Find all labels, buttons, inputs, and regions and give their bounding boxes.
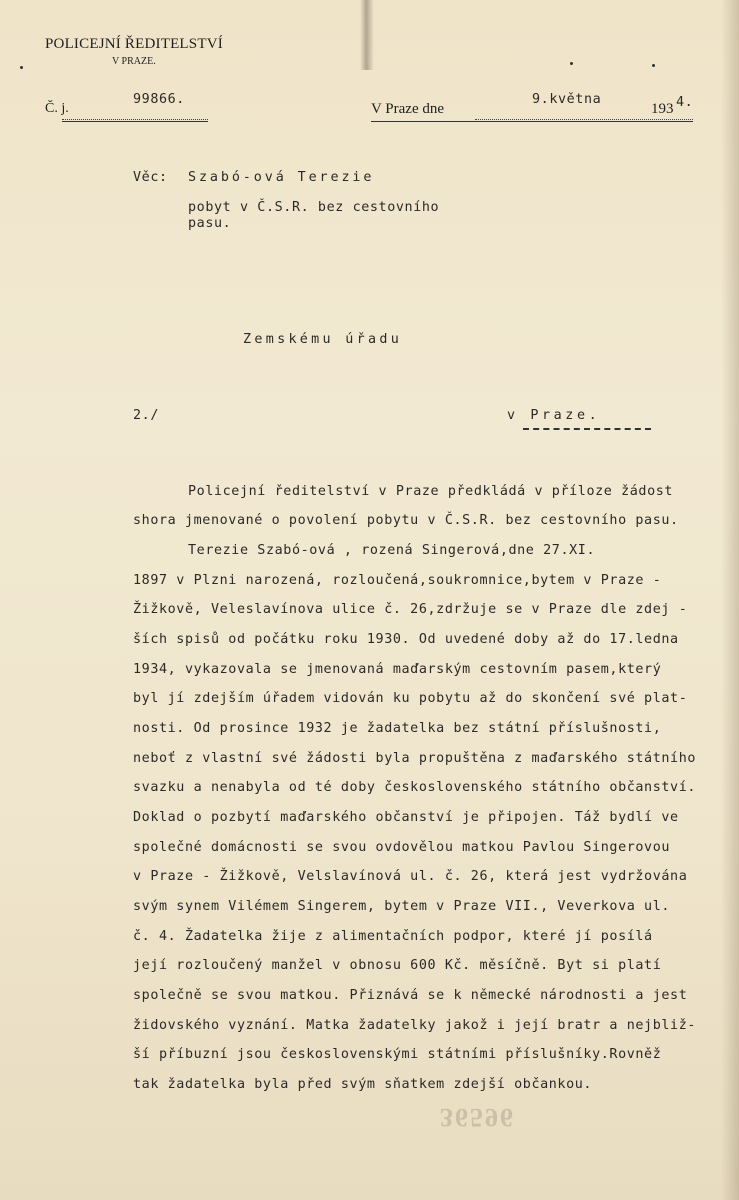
body-line: svazku a nenabyla od té doby československého státního občanství. bbox=[133, 780, 697, 795]
subject-topic-end: pasu. bbox=[188, 216, 232, 231]
subject-label: Věc: bbox=[133, 170, 168, 185]
body-line: ší příbuzní jsou československými státními příslušníky.Rovněž bbox=[133, 1047, 662, 1062]
body-line: shora jmenované o povolení pobytu v Č.S.R. bez cestovního pasu. bbox=[133, 513, 679, 528]
office-city: V PRAZE. bbox=[112, 56, 156, 67]
body-line: č. 4. Žadatelka žije z alimentačních podpor, které jí posílá bbox=[133, 929, 653, 944]
reference-label: Č. j. bbox=[45, 101, 69, 116]
body-line: 1934, vykazovala se jmenovaná maďarským cestovním pasem,který bbox=[133, 662, 662, 677]
date-year-prefix: 193 bbox=[651, 101, 674, 117]
body-line: židovského vyznání. Matka žadatelky jakož i její bratr a nejbliž- bbox=[133, 1018, 697, 1033]
binding-mark bbox=[360, 0, 374, 70]
paper-speck bbox=[20, 66, 23, 69]
addressee: Zemskému úřadu bbox=[243, 332, 403, 347]
body-line: Terezie Szabó-ová , rozená Singerová,dne 27.XI. bbox=[188, 543, 596, 558]
subject-topic: pobyt v Č.S.R. bez cestovního bbox=[188, 200, 440, 215]
page-edge-shadow bbox=[721, 0, 739, 1200]
body-line: Žižkově, Veleslavínova ulice č. 26,zdržuje se v Praze dle zdej - bbox=[133, 602, 688, 617]
date-day-month: 9.května bbox=[532, 92, 602, 107]
enclosure-count: 2./ bbox=[133, 408, 159, 423]
body-line: v Praze - Žižkově, Velslavínová ul. č. 26, která jest vydržována bbox=[133, 869, 688, 884]
paper-speck bbox=[652, 64, 655, 67]
date-underline bbox=[371, 121, 693, 122]
date-label: V Praze dne bbox=[371, 101, 445, 117]
body-line: její rozloučený manžel v obnosu 600 Kč. měsíčně. Byt si platí bbox=[133, 958, 662, 973]
body-line: Doklad o pozbytí maďarského občanství je připojen. Táž bydlí ve bbox=[133, 810, 679, 825]
body-line: byl jí zdejším úřadem vidován ku pobytu až do skončení své plat- bbox=[133, 691, 688, 706]
body-line: tak žadatelka byla před svým sňatkem zdejší občankou. bbox=[133, 1077, 593, 1092]
paper-speck bbox=[570, 62, 573, 65]
reference-dotted-line bbox=[62, 119, 208, 120]
body-line: neboť z vlastní své žádosti byla propuštěna z maďarského státního bbox=[133, 751, 697, 766]
bleed-through-stamp: 36596 bbox=[440, 1103, 515, 1132]
body-line: ších spisů od počátku roku 1930. Od uvedené doby až do 17.ledna bbox=[133, 632, 679, 647]
date-year-suffix: 4. bbox=[676, 95, 694, 110]
body-line: společně se svou matkou. Přiznává se k německé národnosti a jest bbox=[133, 988, 688, 1003]
body-line: nosti. Od prosince 1932 je žadatelka bez státní příslušnosti, bbox=[133, 721, 662, 736]
reference-underline bbox=[62, 121, 208, 122]
office-heading: POLICEJNÍ ŘEDITELSTVÍ bbox=[45, 36, 223, 52]
addressee-place: v Praze. bbox=[507, 408, 601, 423]
body-line: Policejní ředitelství v Praze předkládá v příloze žádost bbox=[188, 484, 674, 499]
place-underline bbox=[523, 428, 651, 430]
date-dotted-line bbox=[475, 119, 693, 120]
body-line: společné domácnosti se svou ovdovělou matkou Pavlou Singerovou bbox=[133, 840, 671, 855]
body-line: 1897 v Plzni narozená, rozloučená,soukromnice,bytem v Praze - bbox=[133, 573, 662, 588]
reference-number: 99866. bbox=[133, 92, 185, 107]
body-line: svým synem Vilémem Singerem, bytem v Praze VII., Veverkova ul. bbox=[133, 899, 671, 914]
subject-name: Szabó-ová Terezie bbox=[188, 170, 375, 185]
